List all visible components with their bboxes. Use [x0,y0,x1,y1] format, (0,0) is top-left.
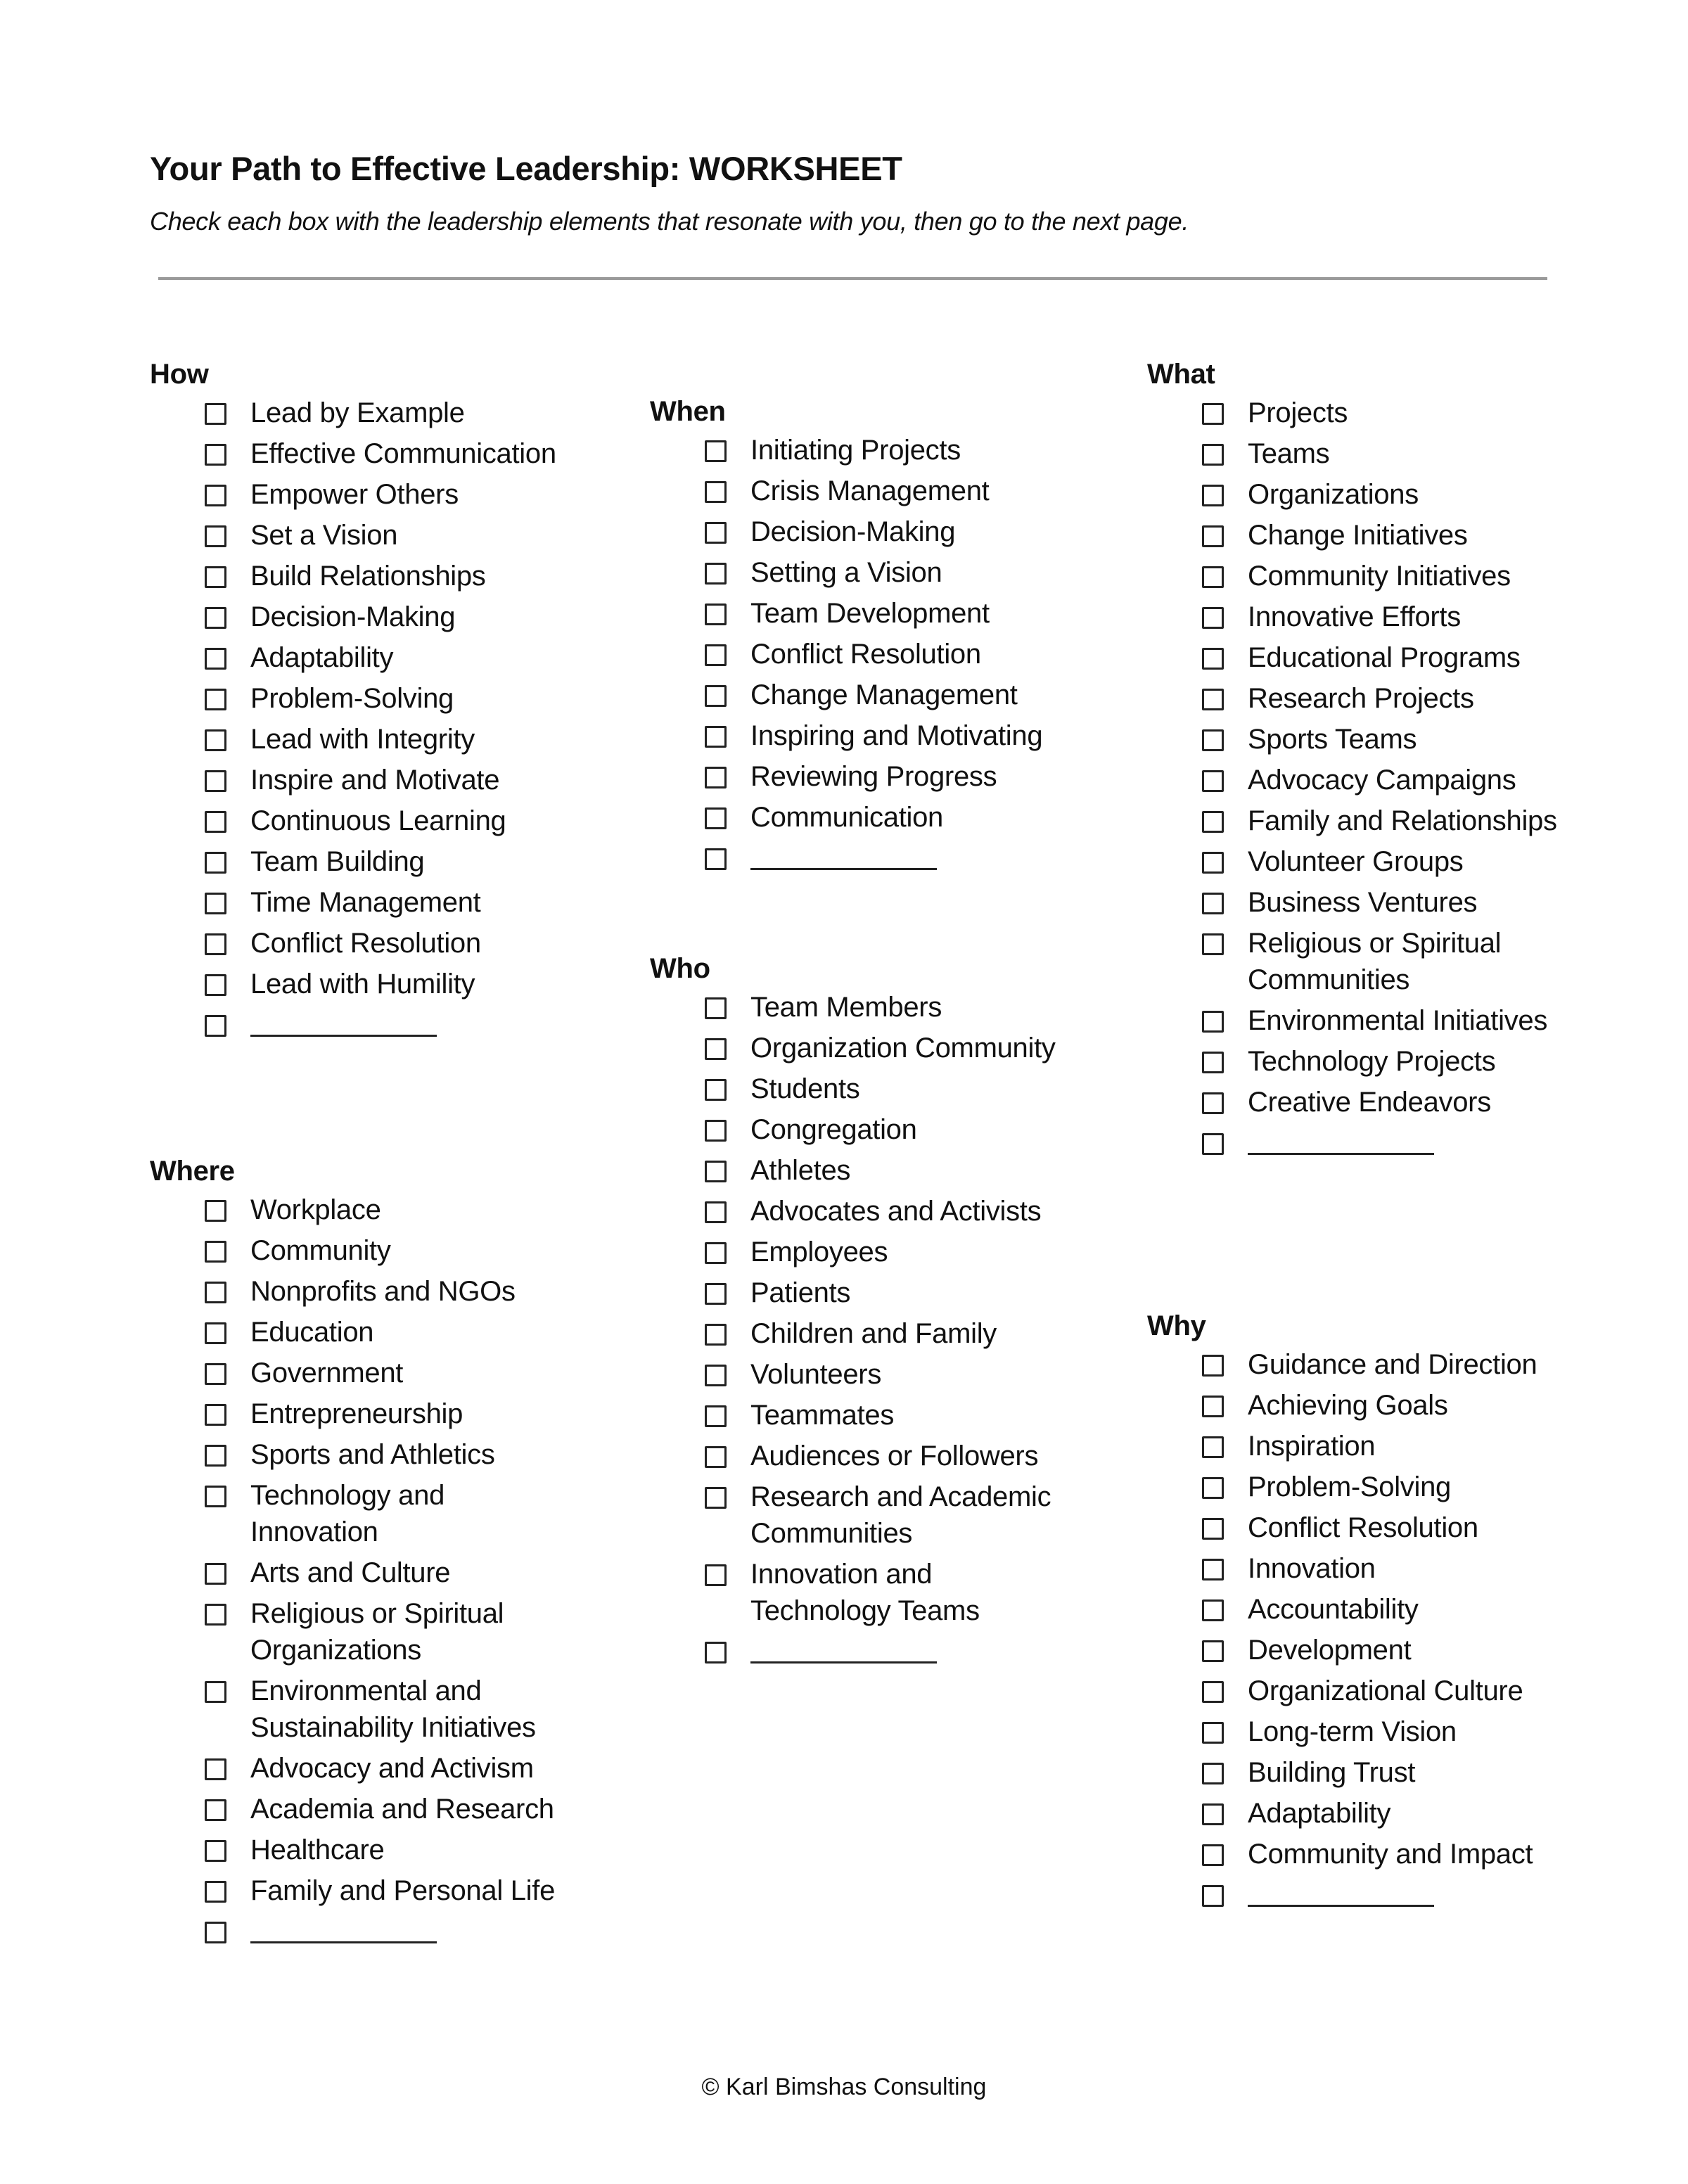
section-title-when: When [650,396,726,427]
checklist-item [1202,1632,1537,1668]
item-label: Decision-Making [250,601,456,632]
checkbox[interactable] [1202,770,1224,792]
checkbox[interactable] [205,566,226,588]
item-label: Organizations [1248,479,1419,510]
checkbox[interactable] [705,1038,727,1060]
item-label: Continuous Learning [250,805,506,836]
item-label: Nonprofits and NGOs [250,1276,516,1307]
item-label: Effective Communication [250,438,556,469]
item-label: Sports Teams [1248,724,1417,755]
item-label: Team Development [750,598,990,629]
checkbox[interactable] [205,933,226,955]
checkbox[interactable] [1202,933,1224,955]
write-in-item [1202,1877,1537,1907]
checkbox[interactable] [705,522,727,544]
checklist-item [705,554,1042,591]
section-title-how: How [150,359,209,390]
checklist-item [705,513,1042,550]
checkbox[interactable] [205,689,226,710]
item-label: Adaptability [250,642,394,673]
write-in-line[interactable] [250,1007,437,1037]
checklist-item [205,558,556,594]
checkbox[interactable] [205,1445,226,1467]
checklist-item [1202,721,1557,758]
checkbox[interactable] [1202,525,1224,547]
item-label: Arts and Culture [250,1557,451,1588]
checkbox[interactable] [205,1282,226,1303]
item-label: Innovation [1248,1553,1376,1584]
write-in-line[interactable] [1248,1877,1434,1907]
item-label: Family and Personal Life [250,1875,556,1906]
checklist-item [205,884,556,921]
checkbox[interactable] [205,1322,226,1344]
checkbox[interactable] [705,726,727,748]
item-label: Education [250,1317,374,1348]
checkbox[interactable] [205,893,226,914]
item-label: Workplace [250,1194,381,1225]
checklist-what [1147,395,1557,1155]
checkbox[interactable] [1202,689,1224,710]
checkbox[interactable] [705,1201,727,1223]
item-label: Set a Vision [250,520,398,551]
item-label: Time Management [250,887,481,918]
item-label: Change Initiatives [1248,520,1468,551]
item-label: Technology and Innovation [250,1480,445,1547]
checklist-item [705,677,1042,713]
checkbox[interactable] [205,1681,226,1703]
checklist-item [705,1071,1060,1107]
checkbox[interactable] [205,1604,226,1626]
item-label: Advocacy and Activism [250,1753,534,1784]
checkbox[interactable] [705,1405,727,1427]
checklist-item [205,803,556,839]
item-label: Inspire and Motivate [250,765,500,796]
item-label: Lead with Integrity [250,724,475,755]
checkbox[interactable] [205,974,226,996]
checkbox[interactable] [1202,1763,1224,1784]
checklist-item [1202,1795,1537,1832]
section-title-where: Where [150,1156,235,1187]
checklist-item [205,1595,560,1668]
checklist-item [1202,1509,1537,1546]
checkbox[interactable] [205,1799,226,1821]
item-label: Lead by Example [250,397,465,428]
checkbox[interactable] [205,1404,226,1426]
checkbox[interactable] [1202,1640,1224,1662]
checkbox[interactable] [705,1120,727,1142]
checklist-item [705,473,1042,509]
item-label: Building Trust [1248,1757,1416,1788]
checklist-item [205,1273,560,1310]
section-title-who: Who [650,953,710,984]
item-label: Build Relationships [250,561,486,592]
checklist-item [205,1314,560,1350]
checkbox[interactable] [705,1283,727,1305]
checkbox[interactable] [205,1200,226,1222]
checklist-item [205,680,556,717]
checkbox[interactable] [705,1242,727,1264]
checklist-item [205,395,556,431]
checklist-item [205,435,556,472]
item-label: Environmental Initiatives [1248,1005,1548,1036]
item-label: Crisis Management [750,475,990,506]
item-label: Organization Community [750,1033,1056,1064]
checklist-item [205,1477,560,1550]
item-label: Athletes [750,1155,851,1186]
section-how [150,354,556,1041]
checklist-item [705,1356,1060,1393]
checkbox[interactable] [1202,1844,1224,1866]
item-label: Organizational Culture [1248,1675,1523,1706]
checklist-item [705,595,1042,632]
checklist-item [1202,435,1557,472]
checklist-item [205,1750,560,1787]
checkbox[interactable] [1202,893,1224,914]
checklist-why [1147,1346,1537,1907]
item-label: Problem-Solving [1248,1471,1451,1502]
checklist-item [705,1275,1060,1311]
checklist-item [705,717,1042,754]
item-label: Innovation and Technology Teams [750,1559,980,1626]
checklist-item [1202,639,1557,676]
checklist-item [205,599,556,635]
checklist-item [1202,517,1557,554]
item-label: Sports and Athletics [250,1439,495,1470]
checkbox[interactable] [1202,444,1224,466]
checklist-how [150,395,556,1037]
item-label: Change Management [750,679,1018,710]
checkbox[interactable] [1202,1133,1224,1155]
item-label: Teams [1248,438,1330,469]
checkbox[interactable] [1202,1355,1224,1377]
item-label: Volunteer Groups [1248,846,1464,877]
write-in-line[interactable] [750,840,937,870]
checklist-item [705,1556,1060,1629]
checklist-item [1202,1428,1537,1464]
checklist-item [1202,1043,1557,1080]
item-label: Educational Programs [1248,642,1521,673]
checkbox[interactable] [705,1446,727,1468]
checklist-item [705,1438,1060,1474]
checklist-item [205,1232,560,1269]
write-in-item [1202,1125,1557,1155]
write-in-item [705,1633,1060,1663]
item-label: Advocacy Campaigns [1248,765,1516,796]
item-label: Empower Others [250,479,459,510]
checkbox[interactable] [705,1564,727,1586]
checklist-item [705,1315,1060,1352]
checkbox[interactable] [1202,1011,1224,1033]
checkbox[interactable] [205,1840,226,1862]
checkbox[interactable] [705,481,727,503]
checklist-where [150,1192,560,1943]
checkbox[interactable] [205,607,226,629]
checklist-item [205,843,556,880]
checkbox[interactable] [705,848,727,870]
checkbox[interactable] [1202,1599,1224,1621]
checklist-item [705,1111,1060,1148]
checklist-item [205,1791,560,1827]
checklist-item [705,1030,1060,1066]
item-label: Communication [750,802,943,833]
checkbox[interactable] [1202,1722,1224,1744]
section-who [650,948,1060,1668]
write-in-line[interactable] [750,1633,937,1663]
section-title-why: Why [1147,1310,1206,1341]
checkbox[interactable] [1202,729,1224,751]
checklist-item [205,1355,560,1391]
item-label: Business Ventures [1248,887,1478,918]
page-subtitle: Check each box with the leadership elements that resonate with you, then go to the next page. [150,207,1189,236]
item-label: Team Building [250,846,425,877]
item-label: Creative Endeavors [1248,1087,1491,1118]
checkbox[interactable] [1202,566,1224,588]
checkbox[interactable] [1202,1803,1224,1825]
checklist-item [705,636,1042,672]
item-label: Setting a Vision [750,557,942,588]
checklist-item [705,989,1060,1026]
checkbox[interactable] [705,604,727,625]
write-in-line[interactable] [250,1913,437,1943]
checklist-item [1202,1346,1537,1383]
checkbox[interactable] [1202,1518,1224,1540]
item-label: Congregation [750,1114,917,1145]
checklist-item [705,432,1042,468]
checklist-item [205,1396,560,1432]
checkbox[interactable] [1202,403,1224,425]
item-label: Reviewing Progress [750,761,997,792]
checkbox[interactable] [205,648,226,670]
item-label: Adaptability [1248,1798,1391,1829]
checkbox[interactable] [705,997,727,1019]
checkbox[interactable] [1202,1092,1224,1114]
item-label: Entrepreneurship [250,1398,463,1429]
item-label: Community Initiatives [1248,561,1511,592]
checklist-item [1202,843,1557,880]
item-label: Religious or Spiritual Communities [1248,928,1502,995]
checklist-item [705,1479,1060,1552]
checklist-item [205,1872,560,1909]
checkbox[interactable] [705,1324,727,1346]
item-label: Initiating Projects [750,435,961,466]
item-label: Teammates [750,1400,895,1431]
checklist-item [1202,476,1557,513]
item-label: Academia and Research [250,1794,554,1825]
checklist-item [1202,1673,1537,1709]
page-title: Your Path to Effective Leadership: WORKSHEET [150,150,902,187]
checklist-item [1202,1836,1537,1872]
checklist-item [205,517,556,554]
checkbox[interactable] [205,729,226,751]
checklist-item [1202,1591,1537,1628]
item-label: Patients [750,1277,851,1308]
checkbox[interactable] [1202,607,1224,629]
item-label: Conflict Resolution [750,639,981,670]
checkbox[interactable] [205,811,226,833]
checklist-item [205,925,556,962]
checklist-item [1202,558,1557,594]
section-why [1147,1305,1537,1911]
checkbox[interactable] [705,807,727,829]
item-label: Technology Projects [1248,1046,1496,1077]
checkbox[interactable] [205,525,226,547]
checklist-item [1202,1713,1537,1750]
checklist-item [205,639,556,676]
checklist-item [1202,1469,1537,1505]
section-when [650,391,1042,874]
checkbox[interactable] [705,685,727,707]
item-label: Research and Academic Communities [750,1481,1051,1549]
checklist-item [705,799,1042,836]
checklist-item [205,1832,560,1868]
checkbox[interactable] [705,1642,727,1663]
checkbox[interactable] [1202,1436,1224,1458]
item-label: Employees [750,1237,888,1267]
item-label: Conflict Resolution [250,928,481,959]
item-label: Guidance and Direction [1248,1349,1537,1380]
checklist-item [1202,680,1557,717]
item-label: Advocates and Activists [750,1196,1042,1227]
checklist-item [705,1193,1060,1230]
item-label: Projects [1248,397,1348,428]
checklist-item [205,476,556,513]
item-label: Community and Impact [1248,1839,1533,1870]
checklist-who [650,989,1060,1663]
item-label: Inspiration [1248,1431,1376,1462]
checklist-item [1202,1084,1557,1120]
checkbox[interactable] [205,1486,226,1507]
checkbox[interactable] [1202,1681,1224,1703]
checkbox[interactable] [205,1563,226,1585]
checkbox[interactable] [1202,811,1224,833]
checklist-item [1202,599,1557,635]
item-label: Long-term Vision [1248,1716,1457,1747]
item-label: Students [750,1073,860,1104]
item-label: Problem-Solving [250,683,454,714]
checklist-item [1202,884,1557,921]
item-label: Healthcare [250,1834,385,1865]
checklist-item [205,1673,560,1746]
item-label: Environmental and Sustainability Initiatives [250,1675,536,1743]
write-in-item [205,1007,556,1037]
item-label: Children and Family [750,1318,997,1349]
checkbox[interactable] [705,644,727,666]
checklist-item [1202,925,1557,998]
section-where [150,1151,560,1948]
item-label: Development [1248,1635,1412,1666]
checkbox[interactable] [705,1079,727,1101]
item-label: Achieving Goals [1248,1390,1448,1421]
item-label: Volunteers [750,1359,882,1390]
checklist-item [1202,1550,1537,1587]
checklist-item [1202,1002,1557,1039]
checkbox[interactable] [1202,1885,1224,1907]
write-in-item [205,1913,560,1943]
checklist-item [1202,1754,1537,1791]
checkbox[interactable] [205,1241,226,1263]
item-label: Conflict Resolution [1248,1512,1478,1543]
checkbox[interactable] [205,403,226,425]
item-label: Team Members [750,992,942,1023]
checkbox[interactable] [205,1758,226,1780]
checkbox[interactable] [1202,648,1224,670]
checklist-item [205,966,556,1002]
checkbox[interactable] [1202,852,1224,874]
section-title-what: What [1147,359,1215,390]
checkbox[interactable] [705,1365,727,1386]
item-label: Family and Relationships [1248,805,1557,836]
checkbox[interactable] [205,852,226,874]
checkbox[interactable] [1202,1396,1224,1417]
checkbox[interactable] [205,770,226,792]
checklist-item [205,721,556,758]
checkbox[interactable] [205,485,226,506]
checkbox[interactable] [1202,1477,1224,1499]
item-label: Research Projects [1248,683,1474,714]
item-label: Innovative Efforts [1248,601,1461,632]
checkbox[interactable] [705,1161,727,1182]
checkbox[interactable] [705,563,727,585]
checkbox[interactable] [205,1881,226,1903]
checklist-item [705,1397,1060,1433]
section-what [1147,354,1557,1159]
checkbox[interactable] [205,444,226,466]
checkbox[interactable] [205,1363,226,1385]
item-label: Accountability [1248,1594,1419,1625]
checklist-item [705,1234,1060,1270]
copyright-footer: © Karl Bimshas Consulting [701,2074,987,2100]
checklist-when [650,432,1042,870]
checkbox[interactable] [205,1922,226,1943]
checklist-item [205,1436,560,1473]
checkbox[interactable] [705,440,727,462]
item-label: Audiences or Followers [750,1441,1039,1471]
write-in-line[interactable] [1248,1125,1434,1155]
checklist-item [1202,1387,1537,1424]
item-label: Community [250,1235,391,1266]
checkbox[interactable] [1202,485,1224,506]
checkbox[interactable] [705,1487,727,1509]
title-divider [158,277,1547,280]
item-label: Decision-Making [750,516,956,547]
item-label: Lead with Humility [250,969,475,1000]
checklist-item [1202,803,1557,839]
item-label: Religious or Spiritual Organizations [250,1598,504,1666]
checkbox[interactable] [205,1015,226,1037]
item-label: Government [250,1358,404,1388]
checklist-item [205,762,556,798]
write-in-item [705,840,1042,870]
checkbox[interactable] [1202,1052,1224,1073]
checkbox[interactable] [705,767,727,788]
checklist-item [705,758,1042,795]
checklist-item [705,1152,1060,1189]
checklist-item [205,1192,560,1228]
checklist-item [1202,395,1557,431]
checkbox[interactable] [1202,1559,1224,1580]
checklist-item [1202,762,1557,798]
item-label: Inspiring and Motivating [750,720,1043,751]
checklist-item [205,1554,560,1591]
